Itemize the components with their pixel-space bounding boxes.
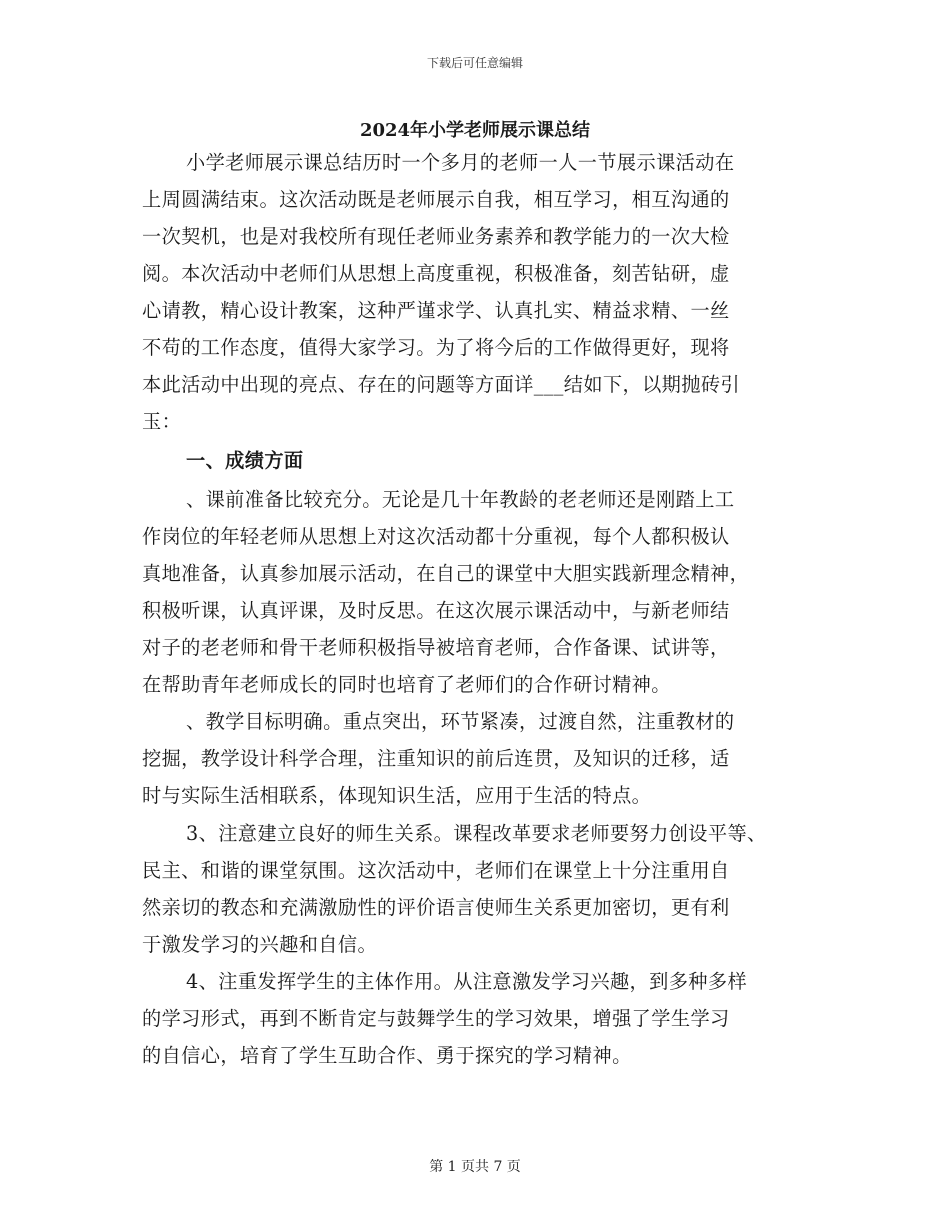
paragraph-line: 4、注重发挥学生的主体作用。从注意激发学习兴趣，到多种多样 <box>186 970 748 993</box>
paragraph-line: 的自信心，培育了学生互助合作、勇于探究的学习精神。 <box>142 1044 632 1067</box>
document-title: 2024年小学老师展示课总结 <box>359 120 591 141</box>
paragraph-line: 3、注意建立良好的师生关系。课程改革要求老师要努力创设平等、 <box>186 822 767 845</box>
paragraph-line: 然亲切的教态和充满激励性的评价语言使师生关系更加密切，更有利 <box>142 896 730 919</box>
page-footer: 第 1 页共 7 页 <box>429 1159 521 1175</box>
paragraph-line: 挖掘，教学设计科学合理，注重知识的前后连贯，及知识的迁移，适 <box>142 747 730 770</box>
paragraph-line: 对子的老老师和骨干老师积极指导被培育老师，合作备课、试讲等， <box>142 636 730 659</box>
paragraph-line: 、课前准备比较充分。无论是几十年教龄的老老师还是刚踏上工 <box>186 488 735 511</box>
paragraph-line: 真地准备，认真参加展示活动，在自己的课堂中大胆实践新理念精神， <box>142 562 750 585</box>
paragraph-line: 积极听课，认真评课，及时反思。在这次展示课活动中，与新老师结 <box>142 599 730 622</box>
paragraph-line: 的学习形式，再到不断肯定与鼓舞学生的学习效果，增强了学生学习 <box>142 1007 730 1030</box>
section-heading: 一、成绩方面 <box>186 449 304 472</box>
paragraph-line: 作岗位的年轻老师从思想上对这次活动都十分重视，每个人都积极认 <box>142 525 730 548</box>
paragraph-line: 时与实际生活相联系，体现知识生活，应用于生活的特点。 <box>142 784 652 807</box>
paragraph-line: 小学老师展示课总结历时一个多月的老师一人一节展示课活动在 <box>186 151 735 174</box>
paragraph-line: 在帮助青年老师成长的同时也培育了老师们的合作研讨精神。 <box>142 673 671 696</box>
paragraph-line: 民主、和谐的课堂氛围。这次活动中，老师们在课堂上十分注重用自 <box>142 859 730 882</box>
paragraph-line: 玉： <box>142 410 182 433</box>
paragraph-line: 于激发学习的兴趣和自信。 <box>142 933 378 956</box>
header-note: 下载后可任意编辑 <box>426 56 523 70</box>
paragraph-line: 阅。本次活动中老师们从思想上高度重视，积极准备，刻苦钻研，虚 <box>142 262 730 285</box>
paragraph-line: 本此活动中出现的亮点、存在的问题等方面详___结如下，以期抛砖引 <box>142 373 741 396</box>
paragraph-line: 上周圆满结束。这次活动既是老师展示自我，相互学习，相互沟通的 <box>142 188 730 211</box>
paragraph-line: 不苟的工作态度，值得大家学习。为了将今后的工作做得更好，现将 <box>142 336 730 359</box>
paragraph-line: 一次契机，也是对我校所有现任老师业务素养和教学能力的一次大检 <box>142 225 730 248</box>
paragraph-line: 、教学目标明确。重点突出，环节紧凑，过渡自然，注重教材的 <box>186 710 735 733</box>
paragraph-line: 心请教，精心设计教案，这种严谨求学、认真扎实、精益求精、一丝 <box>142 299 730 322</box>
